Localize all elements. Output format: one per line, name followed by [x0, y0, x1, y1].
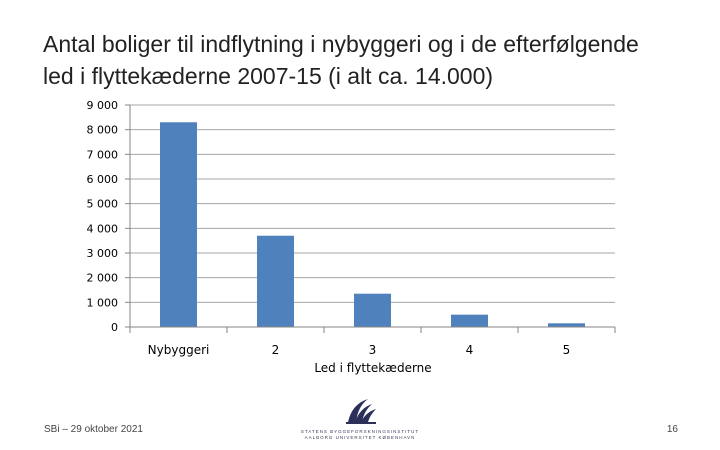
bar [257, 236, 294, 327]
gridlines [130, 105, 615, 302]
y-tick-label: 8 000 [86, 123, 118, 137]
page-number: 16 [666, 424, 678, 435]
y-tick-label: 9 000 [86, 99, 118, 112]
y-tick-label: 3 000 [86, 247, 118, 260]
x-tick-label: 4 [465, 343, 474, 357]
y-tick-label: 6 000 [86, 173, 118, 186]
y-tick-label: 0 [111, 321, 118, 334]
y-tick-label: 4 000 [86, 222, 118, 236]
y-tick-label: 7 000 [86, 148, 118, 162]
bar [354, 294, 391, 327]
logo-text-line-1: STATENS BYGGEFORSKNINGSINSTITUT [300, 429, 420, 434]
bars [160, 122, 585, 327]
x-tick-label: 5 [562, 343, 571, 357]
seal-icon [298, 396, 422, 426]
institute-logo [298, 396, 422, 442]
x-axis-title: Led i flyttekæderne [314, 361, 432, 375]
bar [160, 122, 197, 327]
x-tick-label: Nybyggeri [147, 343, 210, 357]
slide-title-line-2: led i flyttekæderne 2007-15 (i alt ca. 14.000) [43, 63, 494, 89]
bar [548, 323, 585, 327]
slide-title-line-1: Antal boliger til indflytning i nybyggeri og i de efterfølgende [43, 31, 639, 57]
bar [451, 315, 488, 327]
footer-date: SBi – 29 oktober 2021 [44, 424, 143, 435]
x-tick-label: 3 [368, 343, 377, 357]
y-tick-label: 2 000 [86, 271, 118, 285]
y-tick-label: 1 000 [86, 296, 118, 310]
x-tick-label: 2 [271, 343, 280, 357]
y-tick-label: 5 000 [86, 197, 118, 211]
logo-text-line-2: AALBORG UNIVERSITET KØBENHAVN [304, 435, 416, 440]
